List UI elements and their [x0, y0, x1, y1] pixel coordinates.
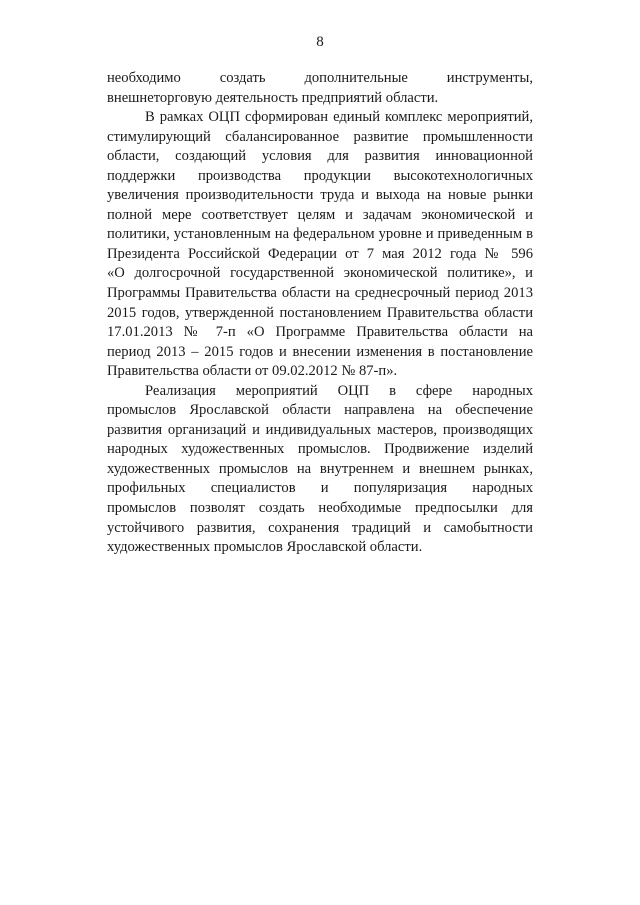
- text-line: Президента Российской Федерации от 7 мая 2012 года № 596: [107, 245, 533, 262]
- text-line: необходимо создать дополнительные инструменты,: [107, 70, 533, 86]
- text-line: В рамках ОЦП сформирован единый комплекс мероприятий,: [145, 109, 533, 126]
- text-line: промыслов позволят создать необходимые предпосылки для: [107, 500, 533, 517]
- text-line: увеличения производительности труда и выхода на новые рынки: [107, 187, 533, 204]
- text-line: стимулирующий сбалансированное развитие промышленности: [107, 128, 533, 145]
- text-line: устойчивого развития, сохранения традиций и самобытности: [107, 519, 533, 536]
- paragraph: [107, 382, 533, 558]
- paragraph: [107, 69, 533, 108]
- text-line: промыслов Ярославской области направлена на обеспечение: [107, 402, 533, 419]
- text-line: внешнеторговую деятельность предприятий области.: [107, 89, 439, 106]
- text-line: полной мере соответствует целям и задачам экономической и: [107, 206, 533, 223]
- text-line: Правительства области от 09.02.2012 № 87-п».: [107, 363, 398, 380]
- text-line: художественных промыслов на внутреннем и внешнем рынках,: [107, 460, 533, 477]
- paragraph: [107, 108, 533, 382]
- text-line: 17.01.2013 № 7-п «О Программе Правительства области на: [107, 324, 533, 341]
- text-line: политики, установленным на федеральном уровне и приведенным в: [107, 226, 533, 243]
- text-line: период 2013 – 2015 годов и внесении изменения в постановление: [107, 343, 533, 360]
- text-line: народных художественных промыслов. Продвижение изделий: [107, 441, 533, 458]
- text-line: 2015 годов, утвержденной постановлением Правительства области: [107, 304, 533, 321]
- text-line: поддержки производства продукции высокотехнологичных: [107, 167, 533, 184]
- page-number: 8: [316, 34, 324, 50]
- text-line: Реализация мероприятий ОЦП в сфере народных: [145, 382, 533, 399]
- text-line: художественных промыслов Ярославской области.: [107, 539, 423, 556]
- text-line: «О долгосрочной государственной экономической политике», и: [107, 265, 533, 282]
- text-line: развития организаций и индивидуальных мастеров, производящих: [107, 421, 533, 438]
- document-body: [107, 69, 533, 558]
- text-line: области, создающий условия для развития инновационной: [107, 148, 533, 165]
- text-line: Программы Правительства области на среднесрочный период 2013: [107, 285, 533, 302]
- text-line: профильных специалистов и популяризация народных: [107, 480, 533, 497]
